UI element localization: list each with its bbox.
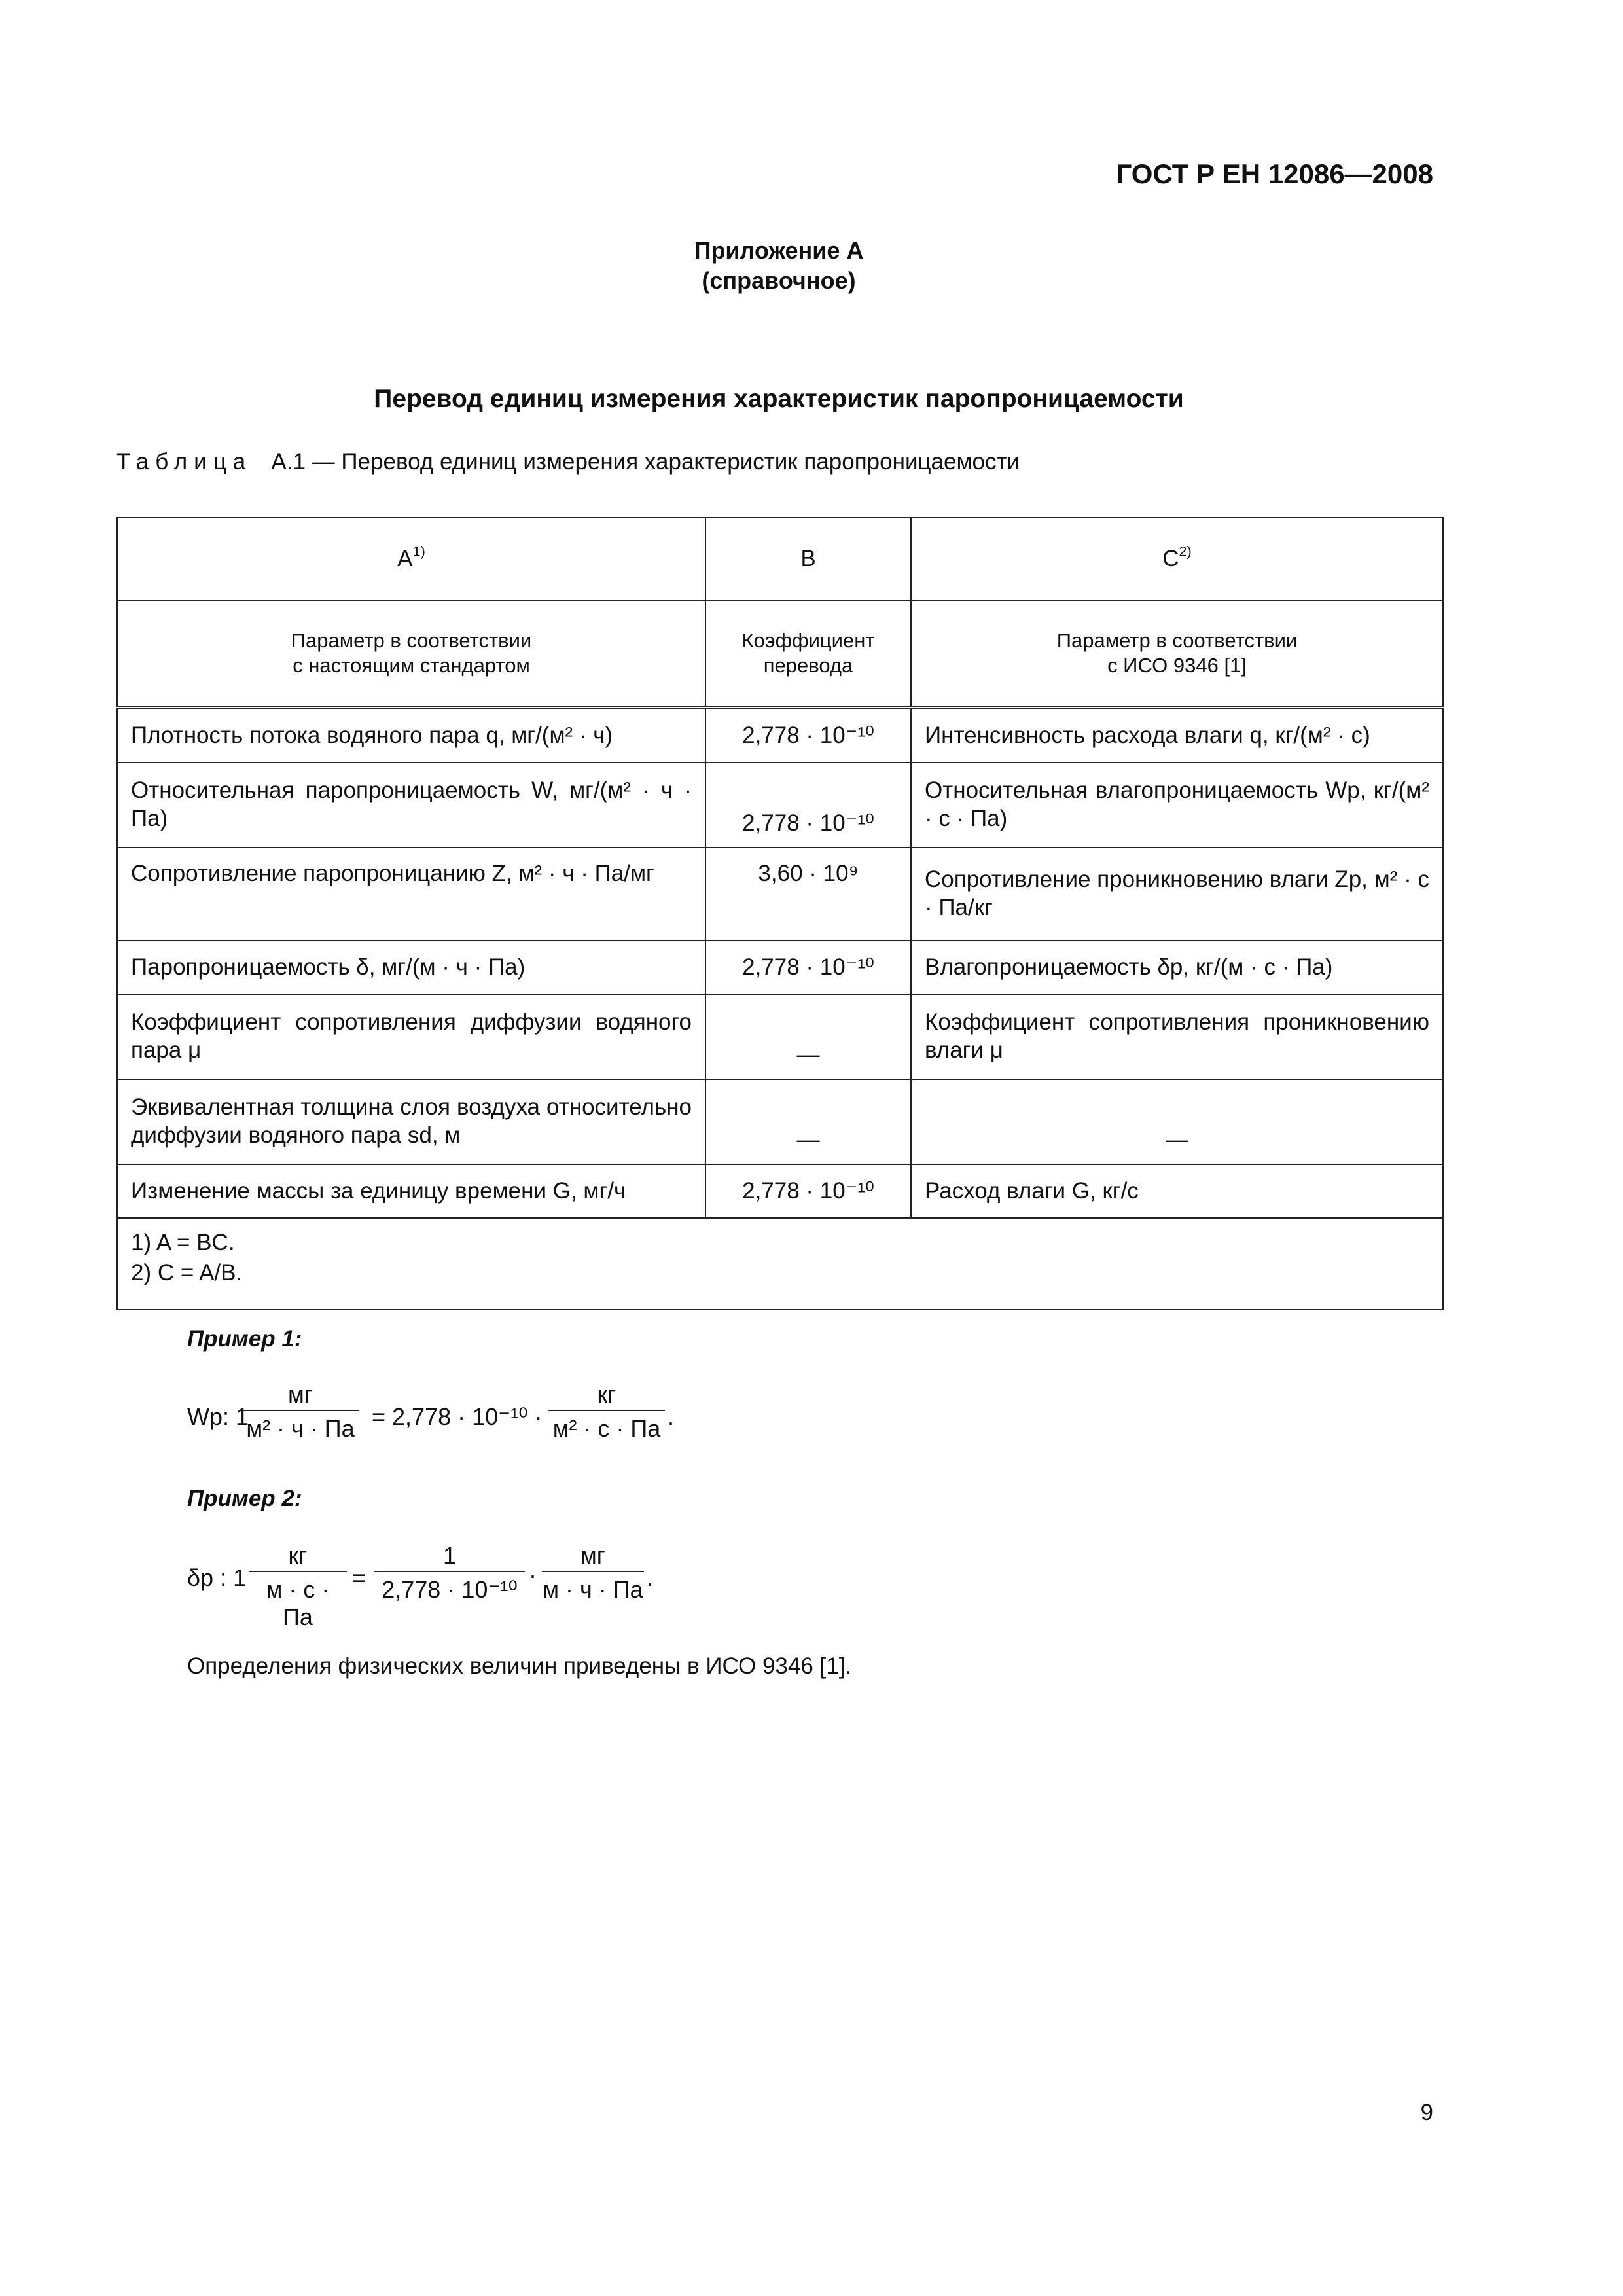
table-row — [117, 1079, 1443, 1164]
table-subheader-row — [117, 600, 1443, 708]
cell-b: — — [705, 994, 911, 1079]
cell-c: Расход влаги G, кг/с — [911, 1164, 1443, 1218]
table-caption-text: А.1 — Перевод единиц измерения характеристик паропроницаемости — [271, 449, 1020, 475]
formula-coefficient: = 2,778 · 10⁻¹⁰ · — [372, 1403, 543, 1430]
formula-fraction: кг м² · с · Па — [548, 1381, 665, 1443]
table-note: 1) A = BC. — [131, 1230, 235, 1255]
table-row — [117, 1164, 1443, 1218]
cell-b: 2,778 · 10⁻¹⁰ — [705, 941, 911, 994]
annex-subtitle: (справочное) — [702, 267, 856, 294]
formula-fraction: $\frac{1}{\text{2,778 · 10⁻¹⁰}}$ — [374, 1542, 525, 1604]
cell-c: Влагопроницаемость δp, кг/(м · с · Па) — [911, 941, 1443, 994]
example-1-formula: Wp: 1 мг м² · ч · Па = 2,778 · 10⁻¹⁰ · кг м² · с · Па . — [187, 1381, 675, 1442]
cell-a: Паропроницаемость δ, мг/(м · ч · Па) — [117, 941, 705, 994]
formula-fraction: мг м² · ч · Па — [242, 1381, 359, 1443]
page-number: 9 — [1420, 2100, 1433, 2125]
cell-c: Интенсивность расхода влаги q, кг/(м² · с) — [911, 708, 1443, 762]
cell-b: 2,778 · 10⁻¹⁰ — [705, 1164, 911, 1218]
table-header-row — [117, 518, 1443, 600]
table-notes-row — [117, 1218, 1443, 1310]
table-caption — [116, 449, 1020, 475]
header-cell-a: $А^{1)}$ — [117, 518, 705, 600]
cell-c: — — [911, 1079, 1443, 1164]
cell-b: 2,778 · 10⁻¹⁰ — [705, 762, 911, 848]
table-notes — [117, 1218, 1443, 1310]
example-2-label: Пример 2: — [187, 1486, 302, 1511]
formula-symbol: Wp: 1 — [187, 1403, 249, 1430]
subheader-cell-c: Параметр в соответствии с ИСО 9346 [1] — [911, 600, 1443, 708]
formula-fraction: кг м · с · Па — [249, 1542, 347, 1631]
cell-a: Сопротивление паропроницанию Z, м² · ч · Па/мг — [117, 848, 705, 941]
cell-a: Плотность потока водяного пара q, мг/(м² · ч) — [117, 708, 705, 762]
cell-a: Эквивалентная толщина слоя воздуха относительно диффузии водяного пара sd, м — [117, 1079, 705, 1164]
table-note: 2) C = A/B. — [131, 1259, 243, 1285]
cell-b: — — [705, 1079, 911, 1164]
conversion-table — [116, 517, 1444, 1310]
table-row — [117, 848, 1443, 941]
table-row — [117, 994, 1443, 1079]
table-caption-prefix: Таблица — [116, 449, 253, 475]
table-row — [117, 941, 1443, 994]
formula-symbol: δp : 1 — [187, 1564, 247, 1591]
definitions-note: Определения физических величин приведены в ИСО 9346 [1]. — [187, 1653, 852, 1679]
cell-c: Относительная влагопроницаемость Wp, кг/(м² · с · Па) — [911, 762, 1443, 848]
document-code: ГОСТ Р ЕН 12086—2008 — [1116, 158, 1433, 189]
cell-c: Коэффициент сопротивления проникновению влаги μ — [911, 994, 1443, 1079]
section-title: Перевод единиц измерения характеристик паропроницаемости — [374, 385, 1184, 413]
cell-a: Изменение массы за единицу времени G, мг/ч — [117, 1164, 705, 1218]
formula-fraction: мг м · ч · Па — [543, 1542, 643, 1603]
cell-b: 3,60 · 10⁹ — [705, 848, 911, 941]
annex-title: Приложение А — [694, 237, 864, 264]
cell-c: Сопротивление проникновению влаги Zp, м² · с · Па/кг — [911, 848, 1443, 941]
table-row — [117, 762, 1443, 848]
header-cell-c: $С^{2)}$ — [911, 518, 1443, 600]
subheader-cell-a: Параметр в соответствии с настоящим стандартом — [117, 600, 705, 708]
table-row — [117, 708, 1443, 762]
example-2-formula: δp : 1 кг м · с · Па = $\frac{1}{\text{2,778 · 10⁻¹⁰}}$ · мг м · ч · Па . — [187, 1542, 654, 1630]
cell-a: Коэффициент сопротивления диффузии водяного пара μ — [117, 994, 705, 1079]
cell-b: 2,778 · 10⁻¹⁰ — [705, 708, 911, 762]
subheader-cell-b: Коэффициент перевода — [705, 600, 911, 708]
header-cell-b: В — [705, 518, 911, 600]
cell-a: Относительная паропроницаемость W, мг/(м² · ч · Па) — [117, 762, 705, 848]
example-1-label: Пример 1: — [187, 1326, 302, 1352]
